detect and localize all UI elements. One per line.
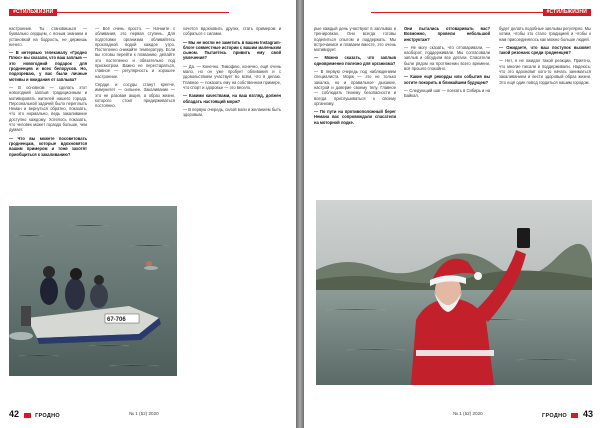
page-footer — [9, 409, 289, 419]
page-footer — [313, 409, 593, 419]
interview-question: — Какие ещё рекорды или события вы хотите покорить в ближайшем будущем? — [404, 74, 490, 85]
body-paragraph: рые каждый день участвуют в заплывах и тренировках. Они всегда готовы поделиться опытом и поддержать. Мы встречаемся и плаваем вместе, это очень мотивирует. — [314, 26, 396, 53]
body-paragraph: — Да. — Конечно. Тимофею, конечно, ещё очень мало, но он уже пробует обливания и с удовольствием участвует во всём, что я делаю. Главное — показать ему на собственном примере, что спорт и здоровье — это весело. — [183, 63, 281, 90]
body-paragraph: — Следующий шаг — поехать в Сибирь и на Байкал. — [404, 87, 490, 99]
body-paragraph: будет делать подобные заплывы регулярно. Мы хотим, чтобы это стало традицией и чтобы к нам присоединялось как можно больше людей. — [499, 26, 591, 42]
section-tag: #СТИЛЬЖИЗНИ — [543, 9, 591, 16]
interview-question: — Ожидаете, что ваш поступок вызовет такой резонанс среди гродненцев? — [499, 44, 591, 56]
body-paragraph: хочется вдохновить других, стать примером и собраться с силами. — [183, 26, 281, 37]
body-paragraph: Сердце и сосуды станут крепче, иммунитет — сильнее. Закаливание — это не разовая акция, а образ жизни, которого стоит придерживаться постоянно. — [95, 81, 175, 109]
body-paragraph: — В основном — сделать этот новогодний заплыв традиционным и мотивировать жителей нашего города. Персональной задачей было переплыть Неман и вернуться обратно, показать, что это нормально, ведь закаливание доступно каждому. Хотелось показать, что человек может гораздо больше, чем думает. — [9, 84, 87, 133]
boat-photo — [9, 206, 177, 376]
page-number: 42 — [9, 409, 20, 419]
body-paragraph: — Всё очень просто. — Начните с обливания, это первая ступень. Для подготовки организма обливайтесь прохладной водой каждое утро. Постепенно снижайте температуру. Если вы готовы перейти к плаванию, делайте это постепенно и обязательно под присмотром. Важно не перестараться, главное — регулярность и хорошее настроение. — [95, 26, 175, 79]
body-paragraph: — В первую очередь под наблюдением специалиста. Морж — это не только закалка, но и правильное дыхание, настрой и доверие своему телу. Главное — соблюдать технику безопасности и всегда прислушиваться к своему организму. — [314, 69, 396, 106]
right-page — [304, 0, 600, 428]
interview-question: — Можно сказать, что заплыв одновременно полезно для организма? — [314, 55, 396, 66]
interview-question: — Какими качествами, на ваш взгляд, должен обладать настоящий морж? — [183, 93, 281, 104]
interview-question: Они пытались отговаривать вас? Возможно, провели небольшой инструктаж? — [404, 26, 490, 42]
text-column — [314, 26, 396, 201]
text-column — [95, 26, 175, 201]
interview-question: — В интервью телеканалу «Гродно Плюс» вы сказали, что ваш заплыв — это новогодний подарок для гродненцев и всех белорусов. Но, подозреваю, у вас были личные мотивы и ожидания от заплыва? — [9, 50, 87, 82]
body-paragraph: настроение. Ты становишься — буквально сердцем, с ясным знанием и установкой на бодрость, не держишь ничего. — [9, 26, 87, 47]
gutter — [296, 0, 304, 428]
body-paragraph: — Не могу сказать, что отговаривали, — наоборот, поддерживали. Мы согласовали заплыв и обсудили все детали. Спасатели были рядом на протяжении всего времени, всё прошло спокойно. — [404, 44, 490, 72]
section-tag: #СТИЛЬЖИЗНИ — [9, 9, 57, 16]
text-column — [499, 26, 591, 196]
issue-number: № 1 (52) 2020 — [129, 411, 159, 416]
magazine-name: ГРОДНО — [542, 413, 567, 419]
santa-selfie-photo — [316, 200, 592, 385]
interview-question: — По пути на противоположный берег Немана вас сопровождали спасатели на моторной лодке. — [314, 109, 396, 125]
left-page — [0, 0, 296, 428]
interview-question: — Что вы можете посоветовать гродненцам, которые вдохновятся вашим примером и тоже захотят приобщиться к закаливанию? — [9, 135, 87, 157]
issue-number: № 1 (52) 2020 — [453, 411, 483, 416]
text-column — [404, 26, 490, 201]
svg-text:67-706: 67-706 — [107, 317, 126, 323]
body-paragraph: — В первую очередь, силой воли и желанием быть здоровым. — [183, 106, 281, 118]
magazine-name: ГРОДНО — [35, 413, 60, 419]
interview-question: — Мы не могли не заметить в вашем Instagram-блоге совместные истории с вашим маленьким сыном. Пытаетесь привить ему свой увлечения? — [183, 39, 281, 61]
footer-marker — [571, 413, 578, 418]
body-paragraph: — Нет, я не ожидал такой реакции. Приятно, что многие писали и поддерживали. Надеюсь, что это вдохновит кого-то начать заниматься закаливанием и вести здоровый образ жизни. Это ещё один повод гордиться нашим городом. — [499, 58, 591, 85]
text-column — [183, 26, 281, 356]
page-number: 43 — [582, 409, 593, 419]
footer-marker — [24, 413, 31, 418]
